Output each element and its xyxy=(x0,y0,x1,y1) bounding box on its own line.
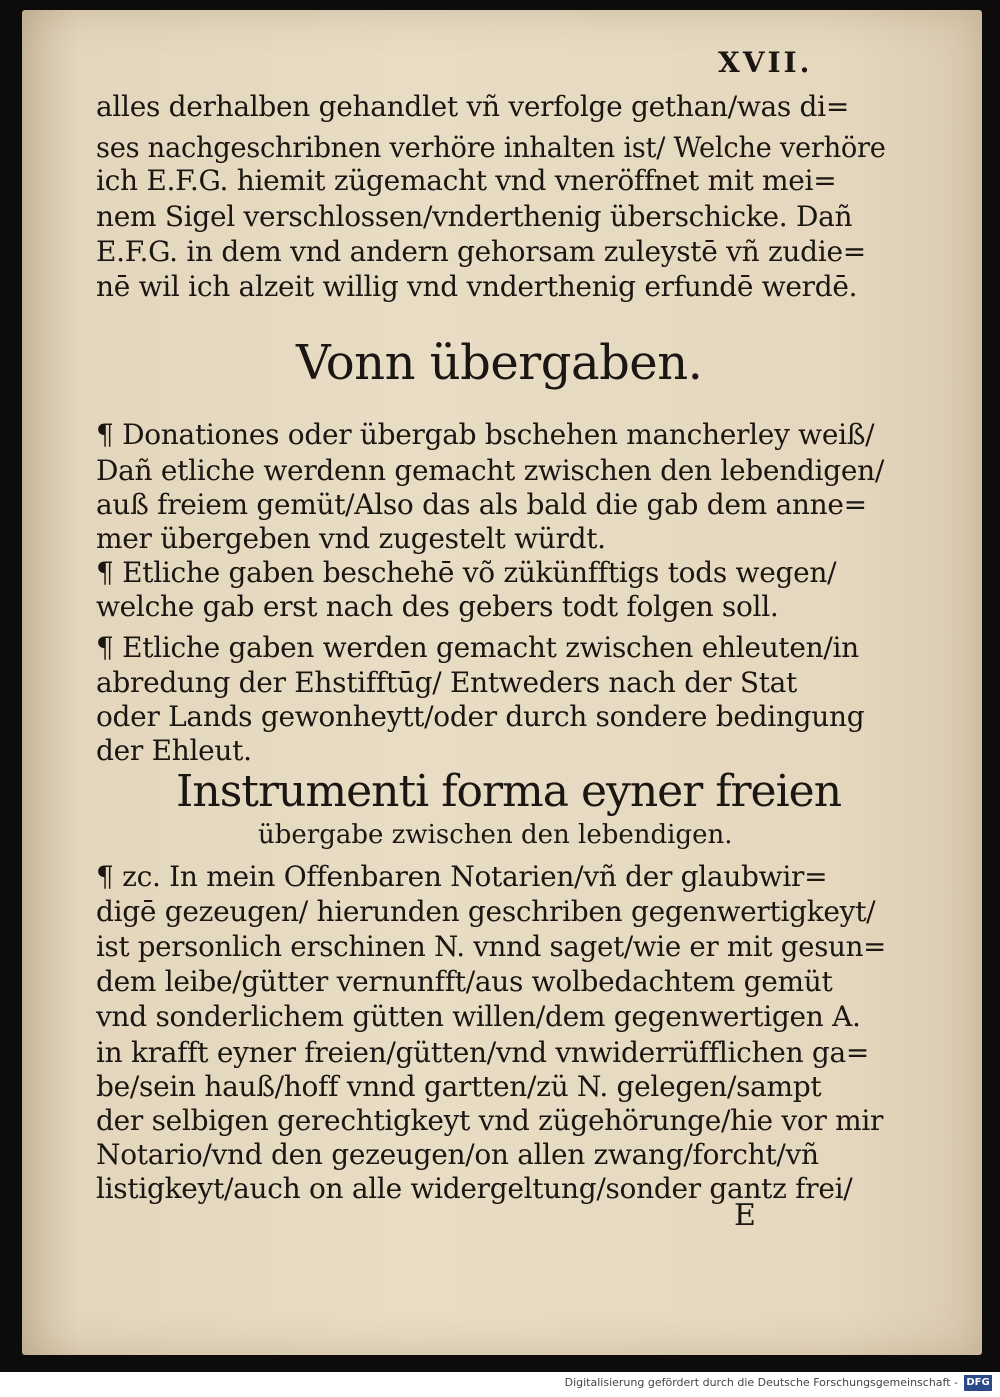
paragraph2-line-1: ¶ Donationes oder übergab bschehen mancherley weiß/ xyxy=(96,418,875,451)
paragraph2-line-6: welche gab erst nach des gebers todt folgen soll. xyxy=(96,590,779,623)
paragraph2-line-7: ¶ Etliche gaben werden gemacht zwischen ehleuten/in xyxy=(96,631,859,664)
instrument-subheading: übergabe zwischen den lebendigen. xyxy=(258,820,733,850)
dfg-logo: DFG xyxy=(964,1375,992,1391)
paragraph1-line-5: E.F.G. in dem vnd andern gehorsam zuleystē vñ zudie= xyxy=(96,235,866,268)
paragraph3-line-1: ¶ zc. In mein Offenbaren Notarien/vñ der glaubwir= xyxy=(96,860,828,893)
paragraph2-line-5: ¶ Etliche gaben beschehē võ zükünfftigs tods wegen/ xyxy=(96,556,837,589)
paragraph3-line-3: ist personlich erschinen N. vnnd saget/wie er mit gesun= xyxy=(96,930,887,963)
paragraph1-line-6: nē wil ich alzeit willig vnd vnderthenig erfundē werdē. xyxy=(96,270,858,303)
paragraph2-line-8: abredung der Ehstifftūg/ Entweders nach der Stat xyxy=(96,666,797,699)
paragraph2-line-4: mer übergeben vnd zugestelt würdt. xyxy=(96,522,606,555)
paragraph2-line-10: der Ehleut. xyxy=(96,734,252,767)
paragraph3-line-5: vnd sonderlichem gütten willen/dem gegenwertigen A. xyxy=(96,1000,861,1033)
paragraph2-line-9: oder Lands gewonheytt/oder durch sondere bedingung xyxy=(96,700,865,733)
paragraph3-line-8: der selbigen gerechtigkeyt vnd zügehörunge/hie vor mir xyxy=(96,1104,884,1137)
paragraph3-line-10: listigkeyt/auch on alle widergeltung/sonder gantz frei/ xyxy=(96,1172,853,1205)
paragraph3-line-2: digē gezeugen/ hierunden geschriben gegenwertigkeyt/ xyxy=(96,895,876,928)
paragraph1-line-3: ich E.F.G. hiemit zügemacht vnd vneröffnet mit mei= xyxy=(96,164,837,197)
paragraph1-line-4: nem Sigel verschlossen/vnderthenig überschicke. Dañ xyxy=(96,200,853,233)
instrument-heading: Instrumenti forma eyner freien xyxy=(176,766,842,817)
funding-notice: Digitalisierung gefördert durch die Deutsche Forschungsgemeinschaft - xyxy=(564,1376,958,1389)
paragraph2-line-2: Dañ etliche werdenn gemacht zwischen den lebendigen/ xyxy=(96,454,884,487)
paragraph2-line-3: auß freiem gemüt/Also das als bald die gab dem anne= xyxy=(96,488,867,521)
catchword: E xyxy=(734,1198,756,1233)
paragraph3-line-7: be/sein hauß/hoff vnnd gartten/zü N. gelegen/sampt xyxy=(96,1070,822,1103)
paragraph1-line-1: alles derhalben gehandlet vñ verfolge gethan/was di= xyxy=(96,90,849,123)
paragraph3-line-9: Notario/vnd den gezeugen/on allen zwang/forcht/vñ xyxy=(96,1138,819,1171)
footer-bar xyxy=(0,1372,1000,1397)
section-heading: Vonn übergaben. xyxy=(296,335,703,391)
paragraph3-line-4: dem leibe/gütter vernunfft/aus wolbedachtem gemüt xyxy=(96,965,833,998)
paragraph3-line-6: in krafft eyner freien/gütten/vnd vnwiderrüfflichen ga= xyxy=(96,1036,870,1069)
folio-number: XVII. xyxy=(718,46,813,79)
paragraph1-line-2: ses nachgeschribnen verhöre inhalten ist/ Welche verhöre xyxy=(96,131,886,164)
